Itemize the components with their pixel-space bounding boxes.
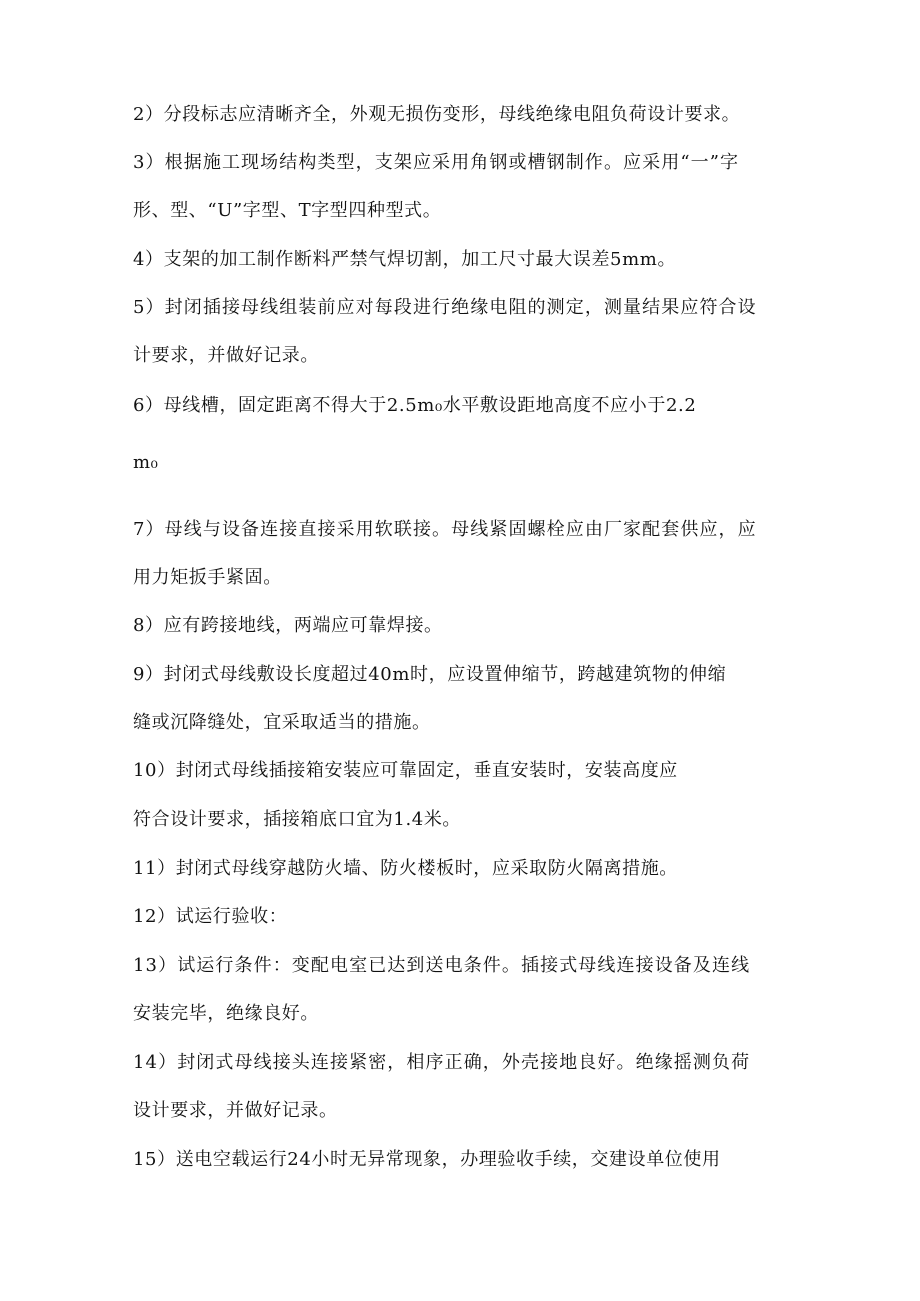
text-line-item13-cont: 安装完毕，绝缘良好。 <box>133 1003 319 1024</box>
text-line-item12: 12）试运行验收： <box>133 906 288 927</box>
text-line-item10-cont: 符合设计要求，插接箱底口宜为1.4米。 <box>133 809 462 830</box>
text-line-item15: 15）送电空载运行24小时无异常现象，办理验收手续，交建设单位使用 <box>133 1149 721 1170</box>
text-line-item14: 14）封闭式母线接头连接紧密，相序正确，外壳接地良好。绝缘摇测负荷 <box>133 1052 751 1073</box>
text-line-item6: 6）母线槽，固定距离不得大于2.5m₀水平敷设距地高度不应小于2.2 <box>133 395 697 416</box>
text-line-item13: 13）试运行条件：变配电室已达到送电条件。插接式母线连接设备及连线 <box>133 955 751 976</box>
text-line-item7: 7）母线与设备连接直接采用软联接。母线紧固螺栓应由厂家配套供应，应 <box>133 519 757 540</box>
text-line-item3: 3）根据施工现场结构类型，支架应采用角钢或槽钢制作。应采用“一”字 <box>133 152 740 173</box>
text-line-item8: 8）应有跨接地线，两端应可靠焊接。 <box>133 615 443 636</box>
text-line-item9: 9）封闭式母线敷设长度超过40m时，应设置伸缩节，跨越建筑物的伸缩 <box>133 664 727 685</box>
text-line-item11: 11）封闭式母线穿越防火墙、防火楼板时，应采取防火隔离措施。 <box>133 858 678 879</box>
text-line-item5: 5）封闭插接母线组装前应对每段进行绝缘电阻的测定，测量结果应符合设 <box>133 297 757 318</box>
text-line-item5-cont: 计要求，并做好记录。 <box>133 345 319 366</box>
text-line-item3-cont: 形、型、“U”字型、T字型四种型式。 <box>133 200 442 221</box>
text-line-item6-cont: m₀ <box>133 452 159 473</box>
text-line-item4: 4）支架的加工制作断料严禁气焊切割，加工尺寸最大误差5mm。 <box>133 249 677 270</box>
text-line-item10: 10）封闭式母线插接箱安装应可靠固定，垂直安装时，安装高度应 <box>133 760 678 781</box>
text-line-item14-cont: 设计要求，并做好记录。 <box>133 1100 338 1121</box>
text-line-item2: 2）分段标志应清晰齐全，外观无损伤变形，母线绝缘电阻负荷设计要求。 <box>133 104 741 125</box>
text-line-item7-cont: 用力矩扳手紧固。 <box>133 567 282 588</box>
text-line-item9-cont: 缝或沉降缝处，宜采取适当的措施。 <box>133 712 431 733</box>
